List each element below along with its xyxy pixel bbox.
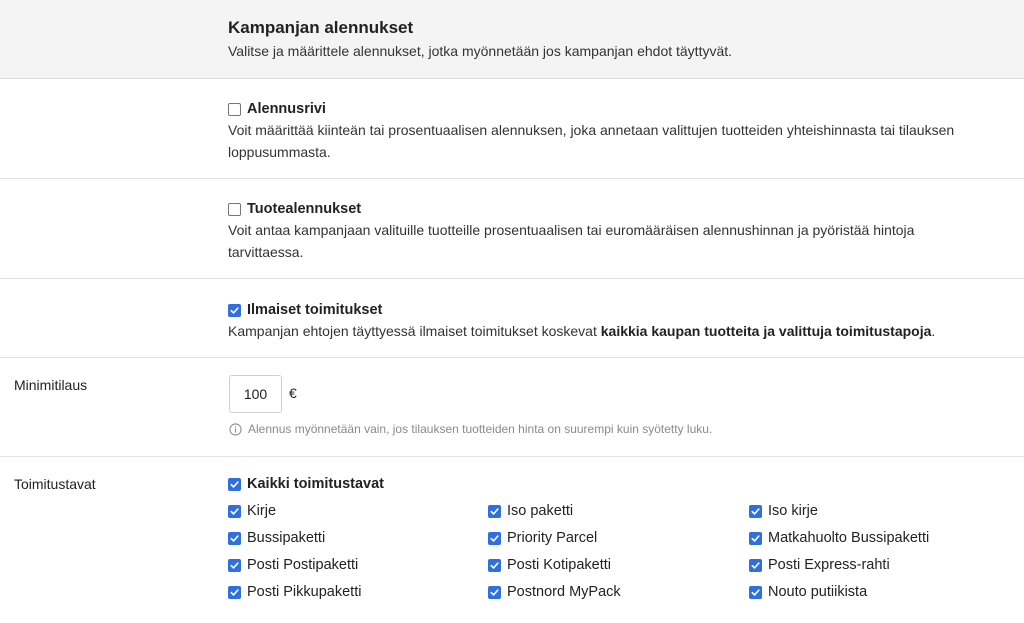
- info-icon: [229, 423, 242, 436]
- checkmark-icon: [750, 587, 761, 598]
- option-product-discounts-toggle[interactable]: [228, 201, 361, 217]
- option-title: Tuotealennukset: [247, 201, 362, 217]
- shipping-method-label: Matkahuolto Bussipaketti: [768, 530, 930, 546]
- hint-text: Alennus myönnetään vain, jos tilauksen tuotteiden hinta on suurempi kuin syötetty luku.: [248, 422, 713, 436]
- checkmark-icon: [229, 560, 240, 571]
- description-emphasis: kaikkia kaupan tuotteita ja valittuja toimitustapoja: [600, 323, 932, 339]
- checkmark-icon: [750, 560, 761, 571]
- all-shipping-methods-label: Kaikki toimitustavat: [247, 476, 384, 492]
- shipping-method-item[interactable]: [749, 557, 890, 573]
- description-line: Voit antaa kampanjaan valituille tuotteille prosentuaalisen tai euromääräisen alennushinnan ja pyöristää hintoja: [228, 222, 915, 238]
- option-discount-row-toggle[interactable]: [228, 101, 326, 117]
- shipping-method-checkbox[interactable]: [749, 586, 762, 599]
- shipping-method-label: Nouto putiikista: [768, 584, 868, 600]
- checkmark-icon: [489, 587, 500, 598]
- shipping-method-item[interactable]: [488, 530, 597, 546]
- shipping-method-item[interactable]: [228, 584, 361, 600]
- shipping-method-label: Posti Postipaketti: [247, 557, 359, 573]
- shipping-method-label: Iso kirje: [768, 503, 818, 519]
- description-line: loppusummasta.: [228, 144, 331, 160]
- checkmark-icon: [750, 533, 761, 544]
- shipping-method-item[interactable]: [228, 503, 276, 519]
- checkmark-icon: [489, 506, 500, 517]
- shipping-method-label: Bussipaketti: [247, 530, 326, 546]
- option-product-discounts: [0, 180, 1024, 279]
- shipping-method-item[interactable]: [749, 503, 818, 519]
- option-title: Ilmaiset toimitukset: [247, 302, 383, 318]
- shipping-method-item[interactable]: [749, 530, 929, 546]
- shipping-method-checkbox[interactable]: [228, 559, 241, 572]
- shipping-method-item[interactable]: [749, 584, 867, 600]
- shipping-method-checkbox[interactable]: [488, 586, 501, 599]
- currency-symbol: €: [289, 385, 297, 401]
- section-description: Valitse ja määrittele alennukset, jotka myönnetään jos kampanjan ehdot täyttyvät.: [228, 43, 733, 59]
- shipping-method-item[interactable]: [488, 584, 621, 600]
- section-header: [0, 0, 1024, 79]
- shipping-method-label: Posti Pikkupaketti: [247, 584, 362, 600]
- shipping-method-checkbox[interactable]: [228, 586, 241, 599]
- shipping-method-item[interactable]: [228, 557, 358, 573]
- shipping-method-checkbox[interactable]: [228, 532, 241, 545]
- shipping-method-checkbox[interactable]: [749, 559, 762, 572]
- minimum-order-label: Minimitilaus: [14, 377, 88, 393]
- description-line: tarvittaessa.: [228, 244, 304, 260]
- description-text: .: [931, 323, 936, 339]
- option-free-shipping: [0, 280, 1024, 358]
- shipping-method-checkbox[interactable]: [228, 505, 241, 518]
- shipping-method-item[interactable]: [488, 557, 611, 573]
- checkmark-icon: [229, 587, 240, 598]
- discount-row-checkbox[interactable]: [228, 103, 241, 116]
- shipping-method-checkbox[interactable]: [749, 532, 762, 545]
- shipping-method-label: Postnord MyPack: [507, 584, 621, 600]
- all-shipping-methods-checkbox[interactable]: [228, 478, 241, 491]
- option-discount-row: [0, 80, 1024, 179]
- shipping-method-label: Kirje: [247, 503, 277, 519]
- option-description: [228, 119, 1008, 163]
- checkmark-icon: [489, 533, 500, 544]
- option-description: [228, 320, 1008, 342]
- option-description: [228, 219, 1008, 263]
- checkmark-icon: [750, 506, 761, 517]
- option-title: Alennusrivi: [247, 101, 326, 117]
- product-discounts-checkbox[interactable]: [228, 203, 241, 216]
- checkmark-icon: [229, 506, 240, 517]
- minimum-order-section: [0, 359, 1024, 457]
- shipping-method-checkbox[interactable]: [749, 505, 762, 518]
- shipping-method-checkbox[interactable]: [488, 532, 501, 545]
- checkmark-icon: [229, 479, 240, 490]
- checkmark-icon: [229, 533, 240, 544]
- shipping-method-checkbox[interactable]: [488, 505, 501, 518]
- shipping-method-item[interactable]: [228, 530, 325, 546]
- description-line: Voit määrittää kiinteän tai prosentuaalisen alennuksen, joka annetaan valittujen tuotteiden yhteishinnasta tai tilauksen: [228, 122, 955, 138]
- checkmark-icon: [229, 305, 240, 316]
- shipping-method-label: Posti Express-rahti: [768, 557, 890, 573]
- minimum-order-hint: [229, 422, 712, 436]
- shipping-method-item[interactable]: [488, 503, 573, 519]
- shipping-method-label: Posti Kotipaketti: [507, 557, 611, 573]
- free-shipping-checkbox[interactable]: [228, 304, 241, 317]
- shipping-methods-label: Toimitustavat: [14, 476, 96, 492]
- checkmark-icon: [489, 560, 500, 571]
- option-free-shipping-toggle[interactable]: [228, 302, 382, 318]
- shipping-method-label: Priority Parcel: [507, 530, 598, 546]
- shipping-method-label: Iso paketti: [507, 503, 574, 519]
- all-shipping-methods-toggle[interactable]: [228, 476, 384, 492]
- description-text: Kampanjan ehtojen täyttyessä ilmaiset toimitukset koskevat: [228, 323, 601, 339]
- section-title: Kampanjan alennukset: [228, 18, 414, 37]
- minimum-order-input[interactable]: 100: [229, 375, 282, 413]
- shipping-method-checkbox[interactable]: [488, 559, 501, 572]
